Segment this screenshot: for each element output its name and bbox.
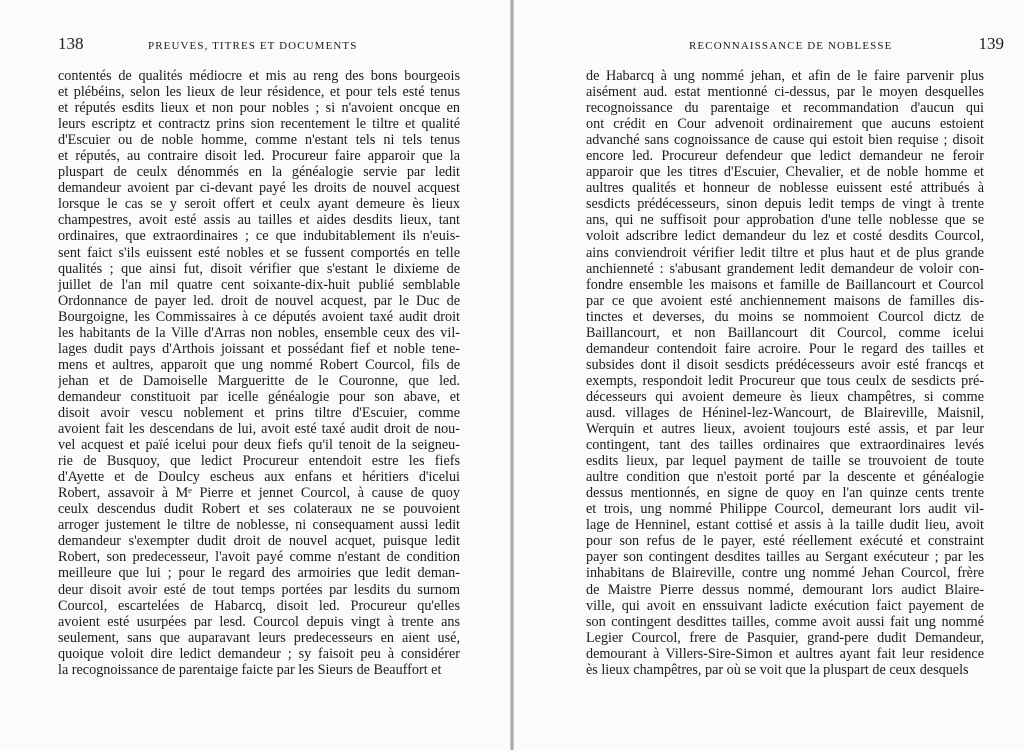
text-line: fondre ensemble les maisons et famille de Baillancourt et Courcol [586,276,984,293]
text-line: meilleure que lui ; pour le regard des armoiries que ledit deman- [58,565,460,582]
text-line: ans, qui ne suffisoit pour approbation d'une telle noblesse que se [586,212,984,229]
left-page [0,0,510,750]
text-line: inhabitans de Blaireville, contre ung nommé Jehan Courcol, frère [586,565,984,582]
text-line: ès lieux champêtres, par où se voit que la pluspart de ceux desquels [586,661,969,678]
text-line: leurs escriptz et contractz prins sion recentement le tiltre et qualité [58,116,460,133]
text-line: contentés de qualités médiocre et mis au reng des bons bourgeois [58,68,460,84]
text-line: tinctes et deverses, du moins se nommoient Courcol dictz de [586,308,984,325]
text-line: et réputés esdits lieux et non pour nobles ; si n'avoient oncque en [58,100,460,117]
text-line: encore led. Procureur defendeur que ledict demandeur ne feroir [586,148,984,165]
text-line: Baillancourt, et non Baillancourt dit Courcol, comme icelui [586,324,984,341]
left-page-number: 138 [58,34,84,53]
text-line: Courcol, escartelées de Habarcq, disoit led. Procureur qu'elles [58,597,460,614]
text-line: deur disoit avoir esté de tout temps portées par lesdits du surnom [58,581,460,598]
text-line: Legier Courcol, frere de Pasquier, grand-pere dudit Demandeur, [586,629,984,646]
text-line: Robert, son predecesseur, l'avoit payé comme n'estant de condition [58,549,460,566]
right-page [514,0,1024,750]
text-line: mens et aultres, apparoit que ung nommé Robert Courcol, fils de [58,356,460,373]
text-line: son contingent desdittes tailles, comme avoit aussi fait ung nommé [586,613,984,630]
left-running-head: PREUVES, TITRES ET DOCUMENTS [148,40,358,52]
text-line: dessus mentionnés, en signe de quoy en l'an quinze cents trente [586,485,984,502]
text-line: disoit avoir vescu noblement et prins tiltre d'Escuier, comme [58,404,460,421]
text-line: les habitants de la Ville d'Arras non nobles, ensemble ceux des vil- [58,324,460,341]
text-line: anchienneté : s'abusant grandement ledit demandeur de voloir con- [586,260,984,277]
text-line: lorsque le cas se y seroit offert et ceulx ayant demeure ès lieux [58,196,460,213]
text-line: d'Escuier ou de noble homme, comme n'estant tels ni tels tenus [58,132,460,149]
text-line: ville, qui avoit en enssuivant ladicte exécution faict payement de [586,597,984,614]
text-line: aultre condition que n'estoit porté par la descente et généalogie [586,469,984,486]
text-line: vel acquest et païé icelui pour deux fiefs qu'il tenoit de la seigneu- [58,437,460,454]
text-line: demandeur contendoit faire acroire. Pour le regard des tailles et [586,340,984,357]
text-line: qualités ; que ainsi fut, disoit vérifier que s'estant le dixieme de [58,260,460,277]
text-line: demandeur avoient par ci-devant payé les droits de nouvel acquest [58,180,460,197]
text-line: subsides dont il disoit sesdicts prédécesseurs avoir esté francqs et [586,356,984,373]
text-line: rie de Busquoy, que ledict Procureur entendoit estre les fiefs [58,453,460,470]
text-line: recognoissance du parentaige et recommandation d'aucun qui [586,100,984,117]
text-line: ausd. villages de Héninel-lez-Wancourt, de Blaireville, Maisnil, [586,404,984,421]
text-line: ordinaires, que extraordinaires ; ce que indubitablement ils n'euis- [58,228,460,245]
text-line: arroger justement le tiltre de noblesse, ni consequament aussi ledit [58,517,460,534]
text-line: par ce que avoient esté anchiennement maisons de familles dis- [586,292,984,309]
text-line: ceulx descendus dudit Robert et ses colateraux ne se pouvoient [58,501,460,518]
text-line: ains conviendroit vérifier ledit tiltre et plus haut et de plus grande [586,244,984,261]
text-line: contingent, tant des tailles ordinaires que extraordinaires levés [586,437,984,454]
text-line: demourant à Villers-Sire-Simon et aultres ayant fait leur residence [586,645,984,662]
text-line: et réputés, au contraire disoit led. Procureur faire apparoir que la [58,148,460,165]
text-line: apparoir que les titres d'Escuier, Chevalier, et de noble homme et [586,164,984,181]
text-line: advanché sans cognoissance de cause qui estoit bien requise ; disoit [586,132,984,149]
text-line: quoique voloit dire ledict demandeur ; sy faisoit peu à considérer [58,645,460,662]
text-line: esdits lieux, par lequel payment de taille se trouvoient de toute [586,453,984,470]
text-line: Werquin et autres lieux, avoient toujours esté assis, et par leur [586,421,984,438]
text-line: avoient esté usurpées par lesd. Courcol depuis vingt à trente ans [58,613,460,630]
text-line: juillet de l'an mil quatre cent soixante-dix-huit publié semblable [58,276,460,293]
right-page-header [584,34,1004,58]
text-line: aisément aud. estat mentionné ci-dessus, par le moyen desquelles [586,84,984,101]
left-page-header [58,34,478,58]
right-page-text [586,68,984,678]
text-line: pluspart de ceulx dénommés en la généalogie servie par ledit [58,164,460,181]
text-line: payer son contingent desdites tailles au Sergant exécuteur ; par les [586,549,984,566]
text-line: exempts, respondoit ledit Procureur que tous ceulx de sesdicts pré- [586,372,984,389]
text-line: avoient fait les descendans de lui, avoit esté taxé audit droit de nou- [58,421,460,438]
text-line: voloit adscribre ledict demandeur du lez et costé desdits Courcol, [586,228,984,245]
text-line: demandeur constituoit par icelle généalogie pour son abave, et [58,388,460,405]
text-line: seulement, sans que auparavant leurs predecesseurs en aient usé, [58,629,460,646]
text-line: la recognoissance de parentaige faicte par les Sieurs de Beauffort et [58,661,442,678]
text-line: demandeur s'exempter dudit droit de nouvel acquet, puisque ledit [58,533,460,550]
text-line: et trois, ung nommé Philippe Courcol, demeurant lors audit vil- [586,501,984,518]
text-line: sent faict s'ils euissent esté nobles et se fussent comportés en telle [58,244,460,261]
text-line: décesseurs qui avoient demeure ès lieux champêtres, si comme [586,388,984,405]
text-line: champestres, avoit esté assis au tailles et aides desdits lieux, tant [58,212,460,229]
text-line: ont crédit en Cour advenoit ordinairement que aucuns estoient [586,116,984,133]
text-line: de Habarcq à ung nommé jehan, et afin de le faire parvenir plus [586,68,984,84]
text-line: lages dudit pays d'Arthois joissant et possédant fief et noble tene- [58,340,460,357]
text-line: Bourgoigne, les Commissaires à ce députés avoient taxé audit droit [58,308,460,325]
right-running-head: RECONNAISSANCE DE NOBLESSE [689,40,893,52]
text-line: Ordonnance de payer led. droit de nouvel acquest, par le Duc de [58,292,460,309]
text-line: aultres qualités et honneur de noblesse euissent esté attribués à [586,180,984,197]
text-line: jehan et de Damoiselle Margueritte de le Couronne, que led. [58,372,460,389]
left-page-text [58,68,460,678]
right-page-number: 139 [978,34,1004,53]
text-line: et plébéins, selon les lieux de leur résidence, et pour tels esté tenus [58,84,460,101]
text-line: sesdicts prédécesseurs, sinon depuis ledit temps de vingt à trente [586,196,984,213]
text-line: lage de Henninel, estant cottisé et assis à la taille dudit lieu, avoit [586,517,984,534]
text-line: d'Ayette et de Doulcy escheus aux enfans et héritiers d'icelui [58,469,460,486]
text-line: Robert, assavoir à Mᵉ Pierre et jennet Courcol, à cause de quoy [58,485,460,502]
text-line: pour son refus de le payer, esté réellement exécuté et constraint [586,533,984,550]
text-line: de Maistre Pierre dessus nommé, demourant lors audict Blaire- [586,581,984,598]
